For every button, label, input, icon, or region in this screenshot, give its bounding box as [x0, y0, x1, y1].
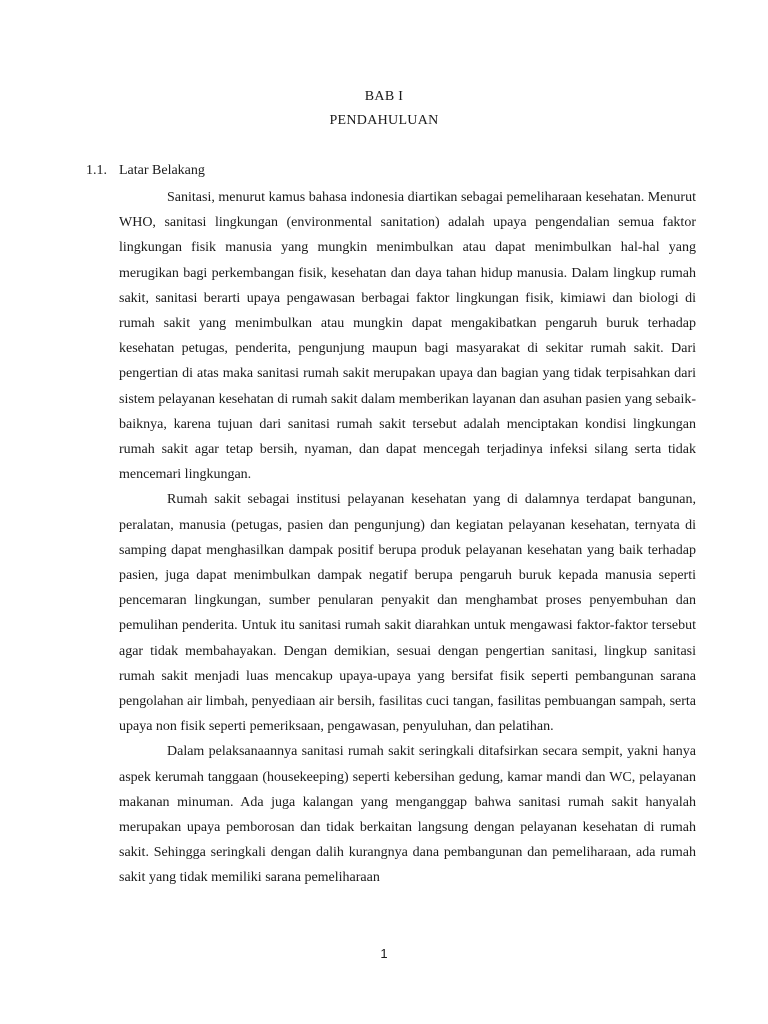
body-text — [119, 185, 696, 891]
paragraph: Dalam pelaksanaannya sanitasi rumah sakit seringkali ditafsirkan secara sempit, yakni hanya aspek kerumah tanggaan (housekeeping) seperti kebersihan gedung, kamar mandi dan WC, pelayanan makanan minuman. Ada juga kalangan yang menganggap bahwa sanitasi rumah sakit hanyalah merupakan upaya pemborosan dan tidak berkaitan langsung dengan pelayanan kesehatan di rumah sakit. Sehingga seringkali dengan dalih kurangnya dana pembangunan dan pemeliharaan, ada rumah sakit yang tidak memiliki sarana pemeliharaan — [119, 744, 696, 886]
section-title: Latar Belakang — [119, 163, 205, 178]
page-number: 1 — [380, 946, 388, 961]
chapter-heading: BAB I — [364, 89, 404, 104]
paragraph: Rumah sakit sebagai institusi pelayanan kesehatan yang di dalamnya terdapat bangunan, peralatan, manusia (petugas, pasien dan pengunjung) dan kegiatan pelayanan kesehatan, ternyata di samping dapat menghasilkan dampak positif berupa produk pelayanan kesehatan yang baik terhadap pasien, juga dapat menimbulkan dampak negatif berupa pengaruh buruk kepada manusia seperti pencemaran lingkungan, sumber penularan penyakit dan menghambat proses penyembuhan dan pemulihan penderita. Untuk itu sanitasi rumah sakit diarahkan untuk mengawasi faktor-faktor tersebut agar tidak membahayakan. Dengan demikian, sesuai dengan pengertian sanitasi, lingkup sanitasi rumah sakit menjadi luas mencakup upaya-upaya yang bersifat fisik seperti pembangunan sarana pengolahan air limbah, penyediaan air bersih, fasilitas cuci tangan, fasilitas pembuangan sampah, serta upaya non fisik seperti pemeriksaan, pengawasan, penyuluhan, dan pelatihan. — [119, 492, 696, 735]
section-number: 1.1. — [86, 163, 107, 178]
paragraph: Sanitasi, menurut kamus bahasa indonesia diartikan sebagai pemeliharaan kesehatan. Menurut WHO, sanitasi lingkungan (environmental sanitation) adalah upaya pengendalian semua faktor lingkungan fisik manusia yang mungkin menimbulkan atau dapat menimbulkan hal-hal yang merugikan bagi perkembangan fisik, kesehatan dan daya tahan hidup manusia. Dalam lingkup rumah sakit, sanitasi berarti upaya pengawasan berbagai faktor lingkungan fisik, kimiawi dan biologi di rumah sakit yang menimbulkan atau mungkin dapat mengakibatkan pengaruh buruk terhadap kesehatan petugas, penderita, pengunjung maupun bagi masyarakat di sekitar rumah sakit. Dari pengertian di atas maka sanitasi rumah sakit merupakan upaya dan bagian yang tidak terpisahkan dari sistem pelayanan kesehatan di rumah sakit dalam memberikan layanan dan asuhan pasien yang sebaik-baiknya, karena tujuan dari sanitasi rumah sakit tersebut adalah menciptakan kondisi lingkungan rumah sakit agar tetap bersih, nyaman, dan dapat mencegah terjadinya infeksi silang serta tidak mencemari lingkungan. — [119, 190, 696, 483]
section-heading — [86, 163, 205, 179]
chapter-title: PENDAHULUAN — [329, 113, 439, 128]
